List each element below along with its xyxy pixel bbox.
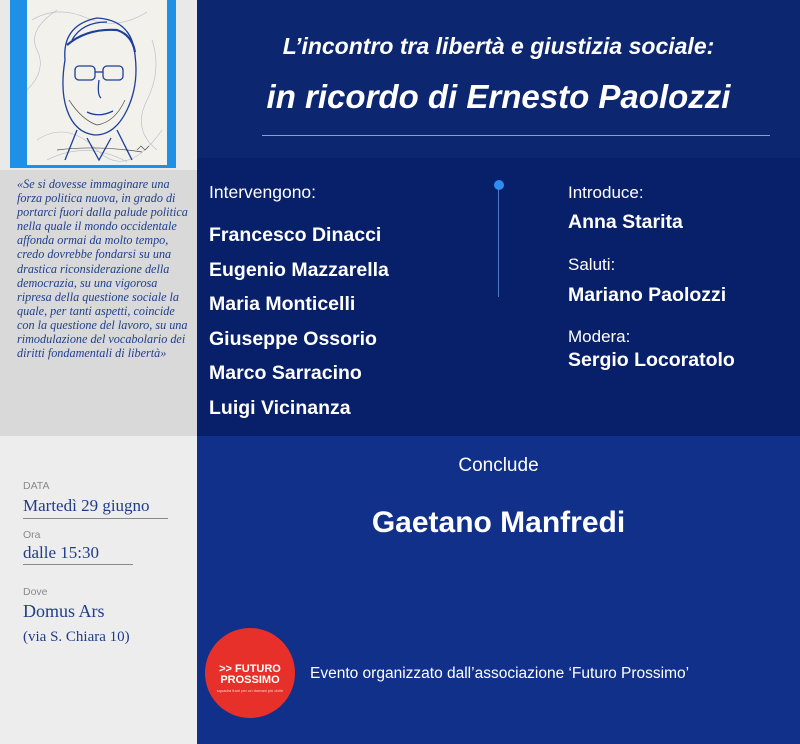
date-label: DATA — [23, 480, 50, 492]
title-line-2: in ricordo di Ernesto Paolozzi — [266, 78, 731, 115]
logo-text-1: >> FUTURO — [219, 663, 281, 675]
portrait-drawing — [27, 0, 167, 165]
time-underline — [23, 564, 133, 565]
place-address: (via S. Chiara 10) — [23, 629, 130, 645]
date-underline — [23, 518, 168, 519]
futuro-prossimo-logo — [205, 628, 295, 718]
organizer-text: Evento organizzato dall’associazione ‘Futuro Prossimo’ — [310, 665, 690, 682]
logo-tagline: squadra fuori per un domani più civile — [216, 688, 284, 693]
time-value: dalle 15:30 — [23, 543, 100, 562]
logo-text-2: PROSSIMO — [220, 674, 280, 686]
divider-dot — [494, 180, 504, 190]
modera-label: Modera: — [568, 327, 631, 346]
saluti-name: Mariano Paolozzi — [568, 284, 727, 306]
title-divider — [262, 135, 770, 136]
place-label: Dove — [23, 586, 48, 598]
speaker-name: Giuseppe Ossorio — [209, 327, 377, 350]
quote-text: «Se si dovesse immaginare una forza politica nuova, in grado di portarci fuori dalla palude politica nella quale il mondo occidentale affonda ormai da molto tempo, credo dovrebbe fondarsi su una drastica riconsiderazione della democrazia, su una vigorosa ripresa della questione sociale la quale, per tanti aspetti, coincide con la questione del lavoro, su una rimodulazione del vocabolario dei diritti fondamentali di libertà» — [17, 177, 188, 361]
conclude-name: Gaetano Manfredi — [371, 506, 626, 539]
conclude-label: Conclude — [458, 455, 539, 476]
introduce-label: Introduce: — [568, 183, 644, 202]
speaker-name: Eugenio Mazzarella — [209, 258, 389, 281]
time-label: Ora — [23, 529, 41, 541]
column-divider — [498, 190, 499, 297]
speaker-name: Marco Sarracino — [209, 362, 362, 384]
speaker-name: Maria Monticelli — [209, 293, 356, 315]
introduce-name: Anna Starita — [568, 211, 683, 233]
speakers-list — [209, 221, 389, 428]
speaker-name: Francesco Dinacci — [209, 224, 382, 246]
place-value: Domus Ars — [23, 601, 105, 621]
speakers-label: Intervengono: — [209, 182, 317, 202]
title-line-1: L’incontro tra libertà e giustizia sociale: — [282, 33, 715, 59]
modera-name: Sergio Locoratolo — [568, 349, 735, 371]
speaker-name: Luigi Vicinanza — [209, 396, 351, 419]
saluti-label: Saluti: — [568, 255, 616, 274]
date-value: Martedì 29 giugno — [23, 496, 150, 515]
